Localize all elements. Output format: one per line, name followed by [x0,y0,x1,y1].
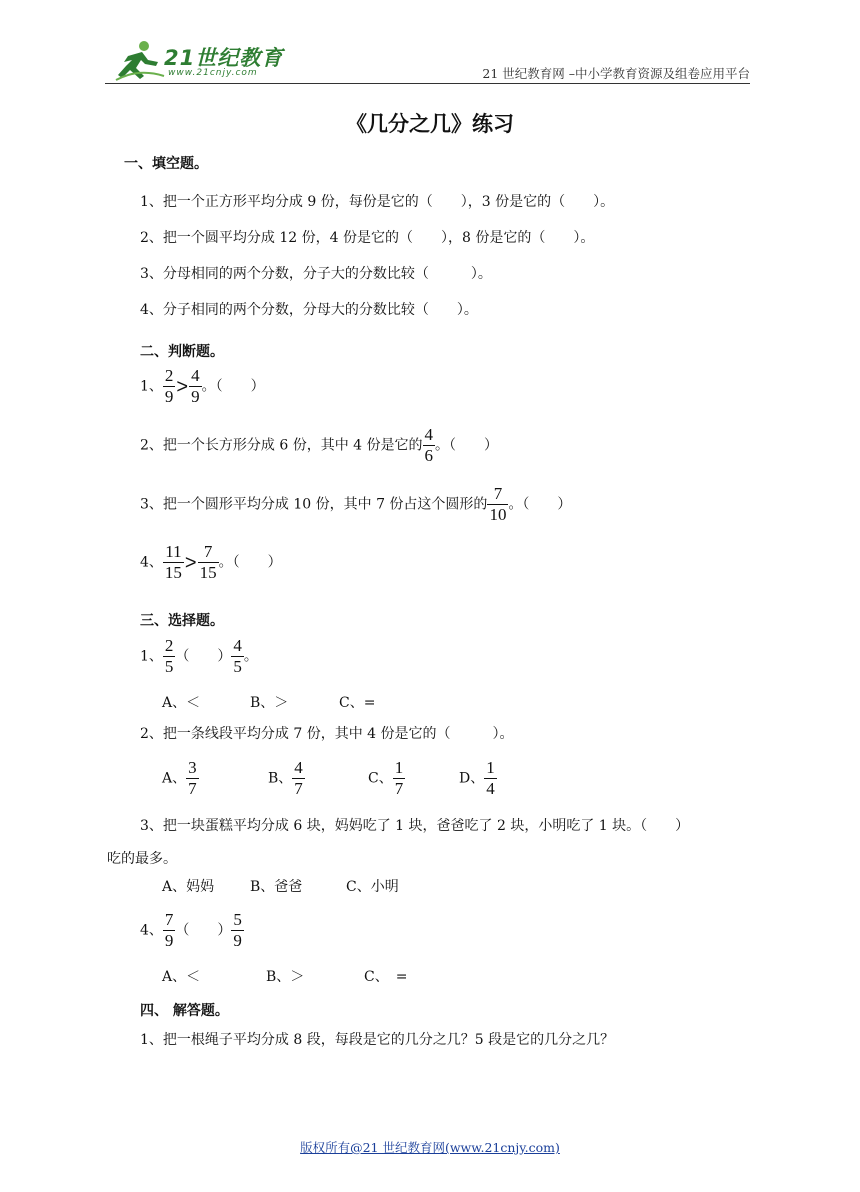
denominator: 7 [188,779,197,798]
section-heading-word-problems: 四、 解答题。 [140,1003,229,1019]
fraction [423,425,436,466]
comparison-symbol: > [184,551,197,574]
fraction [198,542,219,583]
choice-option-c: C、 = [364,969,408,985]
answer-blank: 。（ ） [218,554,282,571]
section-heading-true-false: 二、判断题。 [140,344,224,360]
choice-question-2: 2、把一条线段平均分成 7 份，其中 4 份是它的（ ）。 [140,726,514,742]
choice-question-1 [140,636,258,677]
denominator: 9 [233,931,242,950]
numerator: 1 [394,758,404,777]
fraction [484,758,497,799]
copyright-footer-link[interactable]: 版权所有@21 世纪教育网(www.21cnjy.com) [300,1140,560,1155]
judge-question-4 [140,542,282,583]
numerator: 2 [164,366,174,385]
fraction [393,758,406,799]
fraction [189,366,202,407]
numerator: 7 [487,484,508,505]
answer-blank: 。（ ） [201,378,265,395]
fill-question-1: 1、把一个正方形平均分成 9 份，每份是它的（ ），3 份是它的（ ）。 [140,194,615,210]
denominator: 5 [164,657,174,676]
fraction [292,758,305,799]
numerator: 11 [163,542,184,563]
question-number: 1、 [140,378,163,395]
comparison-symbol: > [176,375,189,398]
fill-question-2: 2、把一个圆平均分成 12 份，4 份是它的（ ），8 份是它的（ ）。 [140,230,595,246]
denominator: 5 [233,657,242,676]
fraction [163,542,184,583]
header-divider [105,83,750,84]
denominator: 7 [394,779,404,798]
logo-text: 21世纪教育 [164,46,284,70]
numerator: 1 [486,758,495,777]
judge-question-1 [140,366,265,407]
fraction [186,758,199,799]
question-number: 4、 [140,554,163,571]
denominator: 9 [164,387,174,406]
numerator: 7 [164,910,174,929]
section-heading-multiple-choice: 三、选择题。 [140,613,224,629]
denominator: 9 [191,387,200,406]
choice-option-b: B、＞ [266,969,305,985]
choice-option-b [268,758,305,799]
choice-option-a: A、＜ [162,969,201,985]
fraction [231,636,244,677]
option-label: B、 [268,770,293,787]
numerator: 5 [233,910,242,929]
choice-option-c [368,758,405,799]
page-title: 《几分之几》练习 [346,111,514,136]
fraction [163,366,176,407]
answer-blank: 。（ ） [435,437,499,454]
fill-question-4: 4、分子相同的两个分数，分母大的分数比较（ ）。 [140,302,478,318]
numerator: 2 [164,636,174,655]
judge-question-3 [140,484,571,525]
judge-question-2 [140,425,498,466]
choice-question-4 [140,910,244,951]
denominator: 6 [424,446,434,465]
denominator: 9 [164,931,174,950]
word-problem-1: 1、把一根绳子平均分成 8 段，每段是它的几分之几？5 段是它的几分之几？ [140,1032,615,1048]
choice-question-3-line1: 3、把一块蛋糕平均分成 6 块，妈妈吃了 1 块，爸爸吃了 2 块，小明吃了 1 块。（ ） [140,818,690,834]
answer-blank: （ ） [175,922,232,939]
choice-option-a: A、妈妈 [162,879,215,895]
fraction [163,636,176,677]
option-label: A、 [162,770,187,787]
option-label: D、 [459,770,485,787]
denominator: 10 [489,505,507,524]
numerator: 4 [191,366,200,385]
denominator: 4 [486,779,495,798]
punctuation: 。 [243,648,258,665]
numerator: 4 [294,758,303,777]
answer-blank: （ ） [175,648,232,665]
choice-option-c: C、= [339,695,376,711]
question-number: 4、 [140,922,163,939]
denominator: 7 [294,779,303,798]
denominator: 15 [164,563,182,582]
choice-question-3-line2: 吃的最多。 [107,851,177,867]
choice-option-b: B、＞ [250,695,289,711]
denominator: 15 [199,563,217,582]
numerator: 4 [424,425,434,444]
fill-question-3: 3、分母相同的两个分数，分子大的分数比较（ ）。 [140,266,492,282]
choice-option-a: A、＜ [162,695,201,711]
runner-logo-icon [108,38,168,82]
question-text: 3、把一个圆形平均分成 10 份，其中 7 份占这个圆形的 [140,496,488,513]
question-number: 1、 [140,648,163,665]
numerator: 4 [233,636,242,655]
fraction [163,910,176,951]
fraction [487,484,508,525]
option-label: C、 [368,770,393,787]
section-heading-fill-blank: 一、填空题。 [124,156,208,172]
choice-option-a [162,758,199,799]
answer-blank: 。（ ） [508,496,572,513]
question-text: 2、把一个长方形分成 6 份，其中 4 份是它的 [140,437,423,454]
choice-option-d [459,758,497,799]
logo-url: www.21cnjy.com [168,68,258,78]
fraction [231,910,244,951]
numerator: 7 [198,542,219,563]
site-logo[interactable] [108,38,293,82]
choice-option-c: C、小明 [346,879,399,895]
numerator: 3 [188,758,197,777]
platform-tagline: 21 世纪教育网 –中小学教育资源及组卷应用平台 [482,66,750,81]
choice-option-b: B、爸爸 [250,879,303,895]
